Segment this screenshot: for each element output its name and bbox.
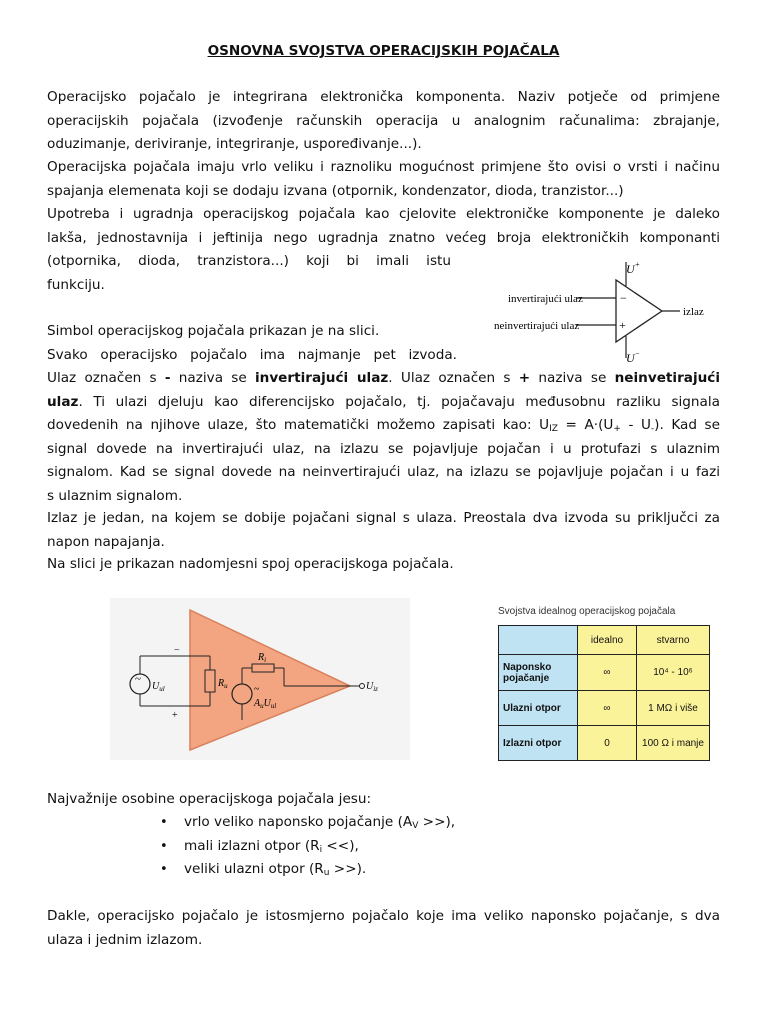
bullets-intro: Najvažnije osobine operacijskoga pojačala jesu: xyxy=(47,791,372,807)
text-line: Ulaz označen s - naziva se invertirajući ulaz. Ulaz označen s + naziva se neinvetirajući xyxy=(47,370,720,386)
properties-list xyxy=(47,811,455,882)
text-line: s ulaznim signalom. xyxy=(47,487,183,504)
text-line: funkciju. xyxy=(47,276,105,293)
table-header-row xyxy=(499,626,710,655)
supply-minus-label: U− xyxy=(626,349,641,365)
text-line: Svako operacijsko pojačalo ima najmanje pet izvoda. xyxy=(47,346,457,363)
text-line: signal dovede na invertirajući ulaz, na izlazu se pojavljuje pojačan i u protufazi s ulaznim xyxy=(47,440,720,457)
bullet-icon: • xyxy=(160,815,168,830)
table-cell: 10⁴ - 10⁶ xyxy=(637,655,710,691)
table-header: stvarno xyxy=(637,626,710,655)
text-line: Operacijska pojačala imaju vrlo veliku i raznoliku mogućnost primjene što ovisi o vrsti i načinu xyxy=(47,159,720,175)
table-cell: 0 xyxy=(578,726,637,761)
text-line: Operacijsko pojačalo je integrirana elektronička komponenta. Naziv potječe od primjene xyxy=(47,89,720,105)
output-label: izlaz xyxy=(683,306,704,318)
text-line: (otpornika, dioda, tranzistora...) koji bi imali istu xyxy=(47,253,451,269)
svg-text:~: ~ xyxy=(135,673,141,685)
list-item: • vrlo veliko naponsko pojačanje ($A_V$ >>), xyxy=(47,811,455,835)
paragraph-output xyxy=(47,507,720,554)
table-header: idealno xyxy=(578,626,637,655)
opamp-symbol-figure xyxy=(490,250,745,370)
svg-text:~: ~ xyxy=(254,684,260,695)
bullet-icon: • xyxy=(160,838,168,854)
list-item: • veliki ulazni otpor ($R_u$ >>). xyxy=(47,858,455,882)
paragraph-symbol xyxy=(47,320,457,367)
table-row xyxy=(499,726,710,761)
text-line: oduzimanje, deriviranje, integriranje, uspoređivanje...). xyxy=(47,136,422,152)
row-label: Naponsko pojačanje xyxy=(499,655,578,691)
text-line: lakša, jednostavnija i jeftinija nego ugradnja znatno većeg broja elektroničkih komponanti xyxy=(47,229,720,246)
plus-sign: + xyxy=(619,318,626,332)
paragraph-conclusion xyxy=(47,905,720,952)
text-line: Upotreba i ugradnja operacijskog pojačala kao cjelovite elektroničke komponente je daleko xyxy=(47,206,720,222)
table-cell: ∞ xyxy=(578,655,637,691)
text-line: spajanja elemenata koji se dodaju izvana (otpornik, kondenzator, dioda, tranzistor...) xyxy=(47,182,624,199)
table-caption: Svojstva idealnog operacijskog pojačala xyxy=(498,606,676,617)
table-cell: 1 MΩ i više xyxy=(637,691,710,726)
row-label: Ulazni otpor xyxy=(499,691,578,726)
list-item: • mali izlazni otpor ($R_i$ <<), xyxy=(47,835,455,859)
equivalent-circuit-figure xyxy=(110,598,410,760)
text-line: ulaza i jednim izlazom. xyxy=(47,931,203,948)
bullet-icon: • xyxy=(160,862,168,877)
table-corner xyxy=(499,626,578,655)
table-row xyxy=(499,691,710,726)
au-uul-label: $A_uU_{ul}$ xyxy=(254,698,277,710)
paragraph-intro xyxy=(47,86,720,157)
ideal-opamp-table xyxy=(498,606,710,761)
uul-label: $U_{ul}$ xyxy=(152,681,165,693)
text-line: dovedenih na njihove ulaze, što matematički možemo zapisati kao: $U_{IZ} = A\cdot(U_+ - U_-)$. Kad se xyxy=(47,417,720,434)
paragraph-applications xyxy=(47,156,720,203)
paragraph-equivalent xyxy=(47,553,720,577)
text-line: Dakle, operacijsko pojačalo je istosmjerno pojačalo koje ima veliko naponsko pojačanje, s dva xyxy=(47,908,720,924)
table-cell: 100 Ω i manje xyxy=(637,726,710,761)
table-cell: ∞ xyxy=(578,691,637,726)
text-line: ulaz. Ti ulazi djeluju kao diferencijsko pojačalo, tj. pojačavaju međusobnu razliku signala xyxy=(47,393,720,410)
text-line: Na slici je prikazan nadomjesni spoj operacijskoga pojačala. xyxy=(47,556,454,572)
text-line: operacijskih pojačala (izvođenje računskih operacija u analognim računalima: zbrajanje, xyxy=(47,112,720,129)
minus-sign: − xyxy=(620,291,627,305)
minus-terminal: − xyxy=(174,645,180,656)
text-line: signalom. Kad se signal dovede na neinvertirajući ulaz, na izlazu se pojavljuje pojačan i u fazi xyxy=(47,464,720,480)
inverting-input-label: invertirajući ulaz xyxy=(508,293,583,305)
supply-plus-label: U+ xyxy=(626,260,641,276)
paragraph-inputs xyxy=(47,367,720,508)
noninverting-input-label: neinvertirajući ulaz xyxy=(494,320,580,332)
text-line: Simbol operacijskog pojačala prikazan je na slici. xyxy=(47,323,380,339)
ru-label: $R_u$ xyxy=(218,678,228,690)
properties-table xyxy=(498,625,710,761)
page-title: OSNOVNA SVOJSTVA OPERACIJSKIH POJAČALA xyxy=(207,43,560,59)
uiz-label: $U_{iz}$ xyxy=(366,681,378,693)
text-line: Izlaz je jedan, na kojem se dobije pojačani signal s ulaza. Preostala dva izvoda su priključci za xyxy=(47,510,720,526)
table-row xyxy=(499,655,710,691)
text-line: napon napajanja. xyxy=(47,533,165,550)
ri-label: $R_i$ xyxy=(258,652,267,664)
opamp-triangle xyxy=(616,280,662,342)
plus-terminal: + xyxy=(172,710,178,721)
row-label: Izlazni otpor xyxy=(499,726,578,761)
